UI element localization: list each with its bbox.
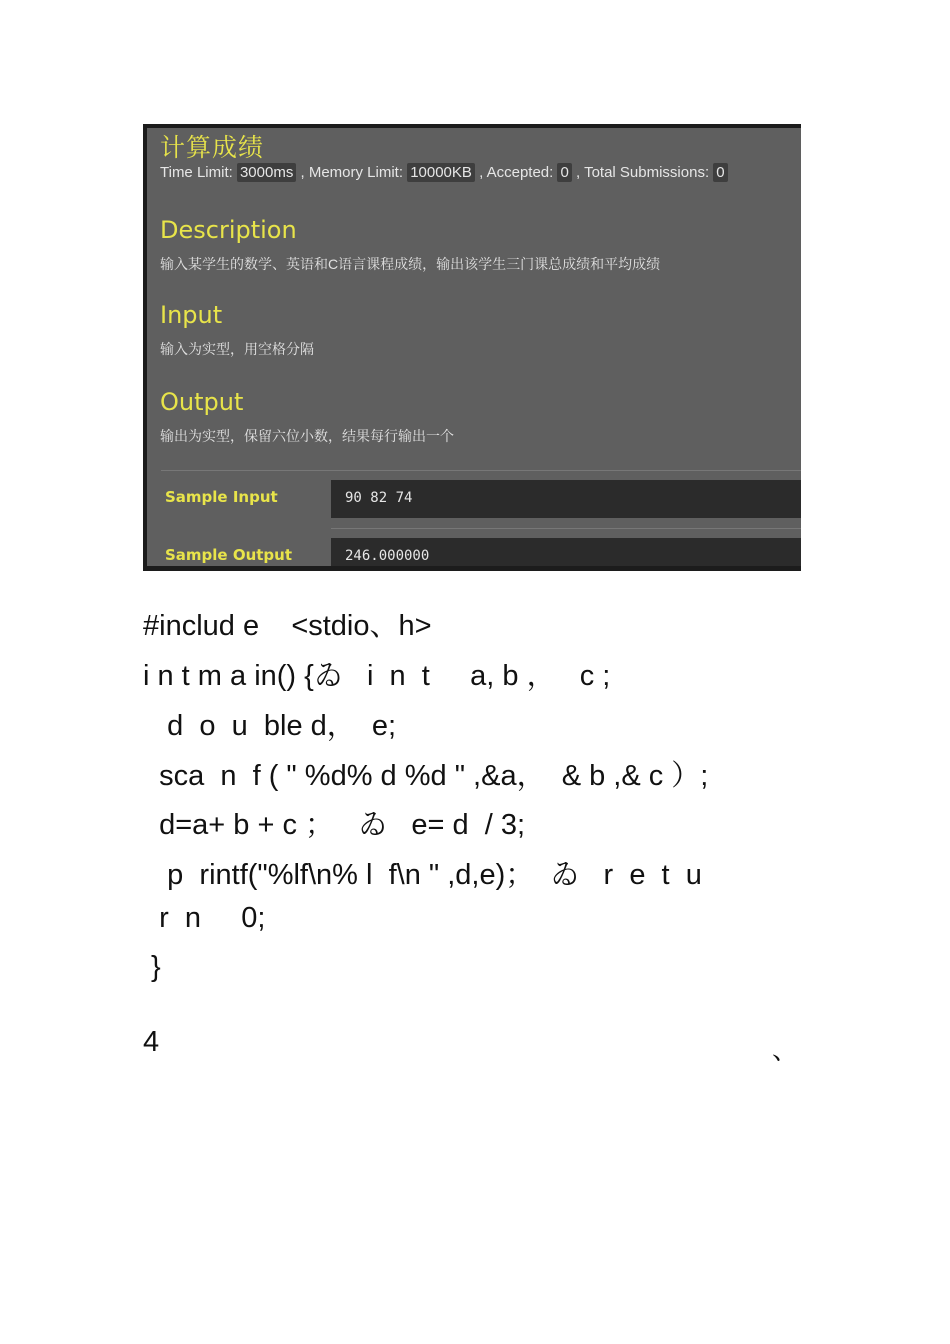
code-line-8: } xyxy=(143,951,161,983)
sample-divider-2 xyxy=(331,528,801,529)
code-line-7: r n 0; xyxy=(143,902,266,934)
code-line-4: sca n f ( " %d% d %d " ,&a， & b ,& c ）; xyxy=(143,760,709,792)
code-line-6: p rintf("%lf\n% l f\n " ,d,e)； ゐ r e t u xyxy=(143,859,702,891)
description-text: 输入某学生的数学、英语和C语言课程成绩，输出该学生三门课总成绩和平均成绩 xyxy=(160,256,661,272)
sample-divider xyxy=(161,470,801,471)
output-text: 输出为实型，保留六位小数，结果每行输出一个 xyxy=(160,428,454,444)
accepted-label: , Accepted: xyxy=(479,164,554,181)
time-limit-value: 3000ms xyxy=(237,163,296,182)
sample-output-box: 246.000000 xyxy=(331,538,801,571)
problem-title: 计算成绩 xyxy=(160,133,265,162)
sample-input-box: 90 82 74 xyxy=(331,480,801,518)
problem-screenshot xyxy=(143,124,801,571)
total-submissions-label: , Total Submissions: xyxy=(576,164,710,181)
sample-input-label: Sample Input xyxy=(165,488,278,506)
description-heading: Description xyxy=(160,216,297,244)
memory-limit-value: 10000KB xyxy=(407,163,475,182)
time-limit-label: Time Limit: xyxy=(160,164,233,181)
total-submissions-value: 0 xyxy=(713,163,727,182)
output-heading: Output xyxy=(160,388,244,416)
problem-limits xyxy=(160,164,728,181)
code-line-2: i n t m a in() {ゐ i n t a, b ， c ; xyxy=(143,660,611,692)
code-line-3: d o u ble d， e; xyxy=(143,710,397,742)
memory-limit-label: , Memory Limit: xyxy=(300,164,404,181)
accepted-value: 0 xyxy=(557,163,571,182)
code-line-5: d=a+ b + c ； ゐ e= d / 3; xyxy=(143,809,526,841)
input-heading: Input xyxy=(160,301,223,329)
figure-number: 4 xyxy=(143,1026,160,1058)
input-text: 输入为实型，用空格分隔 xyxy=(160,341,314,357)
code-line-1: #includ e <stdio、h> xyxy=(143,610,432,642)
sample-output-label: Sample Output xyxy=(165,546,293,564)
figure-mark: 、 xyxy=(772,1036,799,1066)
